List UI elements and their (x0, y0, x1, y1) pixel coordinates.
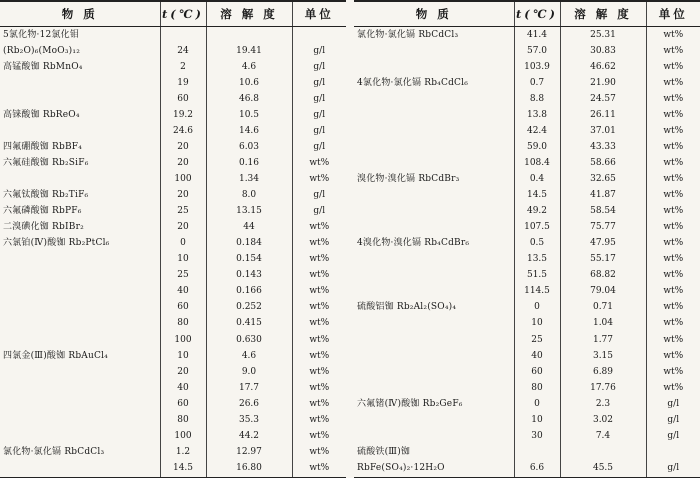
solubility-cell: 32.65 (560, 172, 646, 188)
substance-cell (354, 59, 514, 75)
unit-cell: wt% (292, 268, 346, 284)
substance-cell (0, 124, 160, 140)
table-row (354, 332, 700, 348)
solubility-cell: 0.16 (206, 156, 292, 172)
temperature-cell: 13.5 (514, 252, 560, 268)
substance-cell: 4氯化物·氯化镉 Rb₄CdCl₆ (357, 78, 469, 88)
unit-cell: g/l (292, 204, 346, 220)
unit-cell: wt% (646, 75, 700, 91)
substance-cell (354, 284, 514, 300)
solubility-cell: 55.17 (560, 252, 646, 268)
table-row (354, 204, 700, 220)
header-row (354, 1, 700, 27)
solubility-cell: 46.8 (206, 92, 292, 108)
table-row (0, 364, 346, 380)
unit-cell: wt% (292, 428, 346, 444)
unit-cell: wt% (646, 268, 700, 284)
table-row (0, 332, 346, 348)
solubility-cell: 24.57 (560, 92, 646, 108)
table-row (0, 252, 346, 268)
unit-cell: wt% (292, 156, 346, 172)
temperature-cell: 40 (160, 284, 206, 300)
temperature-cell: 20 (160, 140, 206, 156)
unit-cell: wt% (646, 43, 700, 59)
temperature-cell: 60 (160, 92, 206, 108)
solubility-cell: 17.76 (560, 380, 646, 396)
table-row (0, 156, 346, 172)
solubility-cell: 10.5 (206, 108, 292, 124)
unit-cell: wt% (646, 316, 700, 332)
table-row (354, 59, 700, 75)
table-row (0, 316, 346, 332)
solubility-cell: 0.143 (206, 268, 292, 284)
unit-cell: wt% (646, 27, 700, 44)
solubility-cell: 14.6 (206, 124, 292, 140)
solubility-cell: 4.6 (206, 348, 292, 364)
solubility-cell: 1.04 (560, 316, 646, 332)
solubility-cell: 37.01 (560, 124, 646, 140)
table-row (354, 92, 700, 108)
solubility-cell: 41.87 (560, 188, 646, 204)
temperature-cell: 10 (514, 316, 560, 332)
temperature-cell: 103.9 (514, 59, 560, 75)
temperature-cell: 0.7 (514, 75, 560, 91)
table-row (354, 428, 700, 444)
substance-cell (0, 412, 160, 428)
table-row (0, 188, 346, 204)
substance-cell: 二溴碘化铷 RbIBr₂ (3, 222, 84, 233)
unit-cell: wt% (292, 220, 346, 236)
temperature-cell: 49.2 (514, 204, 560, 220)
solubility-cell: 58.66 (560, 156, 646, 172)
unit-cell: wt% (292, 252, 346, 268)
temperature-cell: 20 (160, 220, 206, 236)
substance-cell (354, 268, 514, 284)
temperature-cell: 1.2 (160, 444, 206, 460)
table-row (0, 460, 346, 477)
solubility-cell: 19.41 (206, 43, 292, 59)
temperature-cell (514, 444, 560, 460)
temperature-cell: 80 (160, 316, 206, 332)
substance-cell (0, 428, 160, 444)
header-temperature: t(℃) (514, 1, 560, 27)
temperature-cell: 20 (160, 156, 206, 172)
unit-cell: wt% (646, 156, 700, 172)
temperature-cell: 100 (160, 428, 206, 444)
substance-cell (354, 188, 514, 204)
substance-cell: 硫酸铝铷 Rb₂Al₂(SO₄)₄ (357, 302, 457, 313)
substance-cell (354, 412, 514, 428)
temperature-cell: 0 (514, 300, 560, 316)
solubility-cell: 79.04 (560, 284, 646, 300)
temperature-cell: 60 (514, 364, 560, 380)
unit-cell: wt% (292, 236, 346, 252)
substance-cell (0, 332, 160, 348)
table-row (354, 75, 700, 91)
substance-cell: 5氯化物·12氯化钼 (3, 29, 80, 40)
solubility-cell: 26.11 (560, 108, 646, 124)
substance-cell (0, 364, 160, 380)
table-row (354, 43, 700, 59)
table-row (354, 284, 700, 300)
unit-cell: wt% (292, 412, 346, 428)
unit-cell: g/l (292, 59, 346, 75)
substance-cell: 六氯铂(Ⅳ)酸铷 Rb₂PtCl₆ (3, 238, 110, 249)
solubility-cell: 46.62 (560, 59, 646, 75)
table-row (0, 348, 346, 364)
unit-cell: wt% (646, 252, 700, 268)
table-row (0, 204, 346, 220)
unit-cell: g/l (292, 43, 346, 59)
table-row (354, 236, 700, 252)
solubility-cell: 3.02 (560, 412, 646, 428)
substance-cell (0, 75, 160, 91)
unit-cell: wt% (292, 284, 346, 300)
table-row (354, 380, 700, 396)
solubility-cell: 4.6 (206, 59, 292, 75)
table-row (0, 268, 346, 284)
substance-cell (354, 252, 514, 268)
substance-cell (354, 220, 514, 236)
substance-cell (354, 156, 514, 172)
unit-cell: wt% (292, 172, 346, 188)
temperature-cell: 80 (514, 380, 560, 396)
temperature-cell: 0.4 (514, 172, 560, 188)
table-row (354, 396, 700, 412)
substance-cell: 氯化物·氯化镉 RbCdCl₃ (357, 29, 459, 40)
substance-cell: 六氟磷酸铷 RbPF₆ (3, 206, 82, 217)
temperature-cell: 10 (160, 252, 206, 268)
temperature-cell: 13.8 (514, 108, 560, 124)
table-row (354, 140, 700, 156)
table-row (0, 27, 346, 44)
table-row (354, 252, 700, 268)
substance-cell (354, 204, 514, 220)
unit-cell: g/l (646, 396, 700, 412)
table-row (0, 236, 346, 252)
temperature-cell: 30 (514, 428, 560, 444)
unit-cell: g/l (292, 108, 346, 124)
temperature-cell: 60 (160, 396, 206, 412)
solubility-cell: 45.5 (560, 460, 646, 477)
temperature-cell: 80 (160, 412, 206, 428)
temperature-cell: 19 (160, 75, 206, 91)
temperature-cell: 40 (160, 380, 206, 396)
unit-cell: g/l (646, 428, 700, 444)
substance-cell: 硫酸铁(Ⅲ)铷 (357, 446, 411, 457)
unit-cell: g/l (292, 75, 346, 91)
unit-cell: wt% (646, 92, 700, 108)
temperature-cell: 108.4 (514, 156, 560, 172)
header-temperature: t(℃) (160, 1, 206, 27)
substance-cell (0, 92, 160, 108)
unit-cell: g/l (292, 124, 346, 140)
substance-cell (0, 300, 160, 316)
temperature-cell: 14.5 (160, 460, 206, 477)
unit-cell: g/l (292, 188, 346, 204)
substance-cell (0, 316, 160, 332)
solubility-cell: 44 (206, 220, 292, 236)
substance-cell (354, 140, 514, 156)
temperature-cell: 20 (160, 188, 206, 204)
table-row (354, 220, 700, 236)
substance-cell (354, 43, 514, 59)
solubility-cell: 3.15 (560, 348, 646, 364)
temperature-cell: 59.0 (514, 140, 560, 156)
temperature-cell: 24.6 (160, 124, 206, 140)
unit-cell: g/l (646, 460, 700, 477)
substance-cell (354, 332, 514, 348)
table-row (354, 348, 700, 364)
table-row (0, 428, 346, 444)
solubility-cell: 0.252 (206, 300, 292, 316)
table-row (354, 27, 700, 44)
temperature-cell: 100 (160, 332, 206, 348)
unit-cell: wt% (646, 300, 700, 316)
temperature-cell: 114.5 (514, 284, 560, 300)
temperature-cell: 19.2 (160, 108, 206, 124)
table-row (0, 140, 346, 156)
solubility-cell: 16.80 (206, 460, 292, 477)
unit-cell: wt% (646, 204, 700, 220)
solubility-table-right (354, 0, 700, 478)
table-row (354, 412, 700, 428)
temperature-cell: 51.5 (514, 268, 560, 284)
substance-cell: 六氟硅酸铷 Rb₂SiF₆ (3, 158, 89, 169)
substance-cell: 4溴化物·溴化镉 Rb₄CdBr₆ (357, 238, 470, 249)
solubility-cell: 25.31 (560, 27, 646, 44)
header-substance: 物 质 (0, 1, 160, 27)
table-row (0, 396, 346, 412)
solubility-cell: 7.4 (560, 428, 646, 444)
header-row (0, 1, 346, 27)
table-row (0, 412, 346, 428)
temperature-cell: 57.0 (514, 43, 560, 59)
solubility-cell: 58.54 (560, 204, 646, 220)
header-unit: 单位 (646, 1, 700, 27)
solubility-cell: 17.7 (206, 380, 292, 396)
unit-cell: wt% (646, 380, 700, 396)
solubility-cell: 35.3 (206, 412, 292, 428)
table-row (0, 380, 346, 396)
unit-cell: wt% (646, 364, 700, 380)
temperature-cell: 2 (160, 59, 206, 75)
substance-cell: RbFe(SO₄)₂·12H₂O (354, 460, 514, 477)
solubility-cell: 6.89 (560, 364, 646, 380)
temperature-cell: 8.8 (514, 92, 560, 108)
table-row (354, 300, 700, 316)
table-row (354, 156, 700, 172)
solubility-cell (206, 27, 292, 44)
solubility-cell: 10.6 (206, 75, 292, 91)
table-row (354, 268, 700, 284)
substance-cell (0, 172, 160, 188)
unit-cell: wt% (646, 140, 700, 156)
solubility-table-left (0, 0, 346, 478)
solubility-cell: 0.71 (560, 300, 646, 316)
unit-cell: wt% (292, 348, 346, 364)
solubility-cell: 13.15 (206, 204, 292, 220)
table-row (0, 108, 346, 124)
table-row (354, 108, 700, 124)
table-row (354, 444, 700, 460)
solubility-cell: 9.0 (206, 364, 292, 380)
solubility-cell: 47.95 (560, 236, 646, 252)
solubility-cell: 0.184 (206, 236, 292, 252)
unit-cell: wt% (292, 444, 346, 460)
unit-cell: g/l (292, 92, 346, 108)
temperature-cell: 100 (160, 172, 206, 188)
solubility-cell: 1.34 (206, 172, 292, 188)
unit-cell: wt% (646, 108, 700, 124)
solubility-cell: 43.33 (560, 140, 646, 156)
table-row (354, 316, 700, 332)
table-body-left (0, 27, 346, 478)
table-row (0, 220, 346, 236)
temperature-cell: 60 (160, 300, 206, 316)
table-row (354, 172, 700, 188)
substance-cell (354, 316, 514, 332)
header-solubility: 溶 解 度 (206, 1, 292, 27)
table-row (0, 92, 346, 108)
substance-cell (0, 396, 160, 412)
solubility-cell: 0.166 (206, 284, 292, 300)
unit-cell: wt% (292, 396, 346, 412)
substance-cell: 四氯金(Ⅲ)酸铷 RbAuCl₄ (3, 350, 108, 361)
table-body-right (354, 27, 700, 478)
header-solubility: 溶 解 度 (560, 1, 646, 27)
table-row (0, 284, 346, 300)
header-substance: 物 质 (354, 1, 514, 27)
substance-cell (354, 124, 514, 140)
unit-cell: wt% (292, 300, 346, 316)
unit-cell: wt% (646, 172, 700, 188)
header-unit: 单位 (292, 1, 346, 27)
substance-cell (0, 380, 160, 396)
table-row (354, 364, 700, 380)
table-row (0, 172, 346, 188)
solubility-cell: 12.97 (206, 444, 292, 460)
temperature-cell: 0 (160, 236, 206, 252)
table-row (354, 124, 700, 140)
unit-cell: g/l (292, 140, 346, 156)
table-row (0, 124, 346, 140)
unit-cell: wt% (646, 332, 700, 348)
solubility-cell: 44.2 (206, 428, 292, 444)
temperature-cell: 25 (160, 204, 206, 220)
unit-cell: wt% (292, 332, 346, 348)
unit-cell: wt% (646, 220, 700, 236)
unit-cell (646, 444, 700, 460)
substance-cell (0, 460, 160, 477)
substance-cell (0, 252, 160, 268)
solubility-cell: 8.0 (206, 188, 292, 204)
unit-cell: wt% (292, 460, 346, 477)
substance-cell: (Rb₂O)₆(MoO₃)₁₂ (3, 45, 81, 56)
temperature-cell: 6.6 (514, 460, 560, 477)
substance-cell: 高锰酸铷 RbMnO₄ (3, 61, 83, 72)
solubility-cell: 6.03 (206, 140, 292, 156)
temperature-cell: 0 (514, 396, 560, 412)
unit-cell: wt% (646, 348, 700, 364)
unit-cell: g/l (646, 412, 700, 428)
temperature-cell: 42.4 (514, 124, 560, 140)
temperature-cell: 14.5 (514, 188, 560, 204)
solubility-cell: 26.6 (206, 396, 292, 412)
substance-cell (354, 92, 514, 108)
substance-cell: 六氟钛酸铷 Rb₂TiF₆ (3, 190, 89, 201)
solubility-cell: 2.3 (560, 396, 646, 412)
substance-cell (354, 108, 514, 124)
solubility-cell: 0.154 (206, 252, 292, 268)
table-row (0, 59, 346, 75)
temperature-cell: 41.4 (514, 27, 560, 44)
substance-cell (354, 348, 514, 364)
table-row (0, 43, 346, 59)
unit-cell (292, 27, 346, 44)
substance-cell: 四氟硼酸铷 RbBF₄ (3, 142, 83, 153)
substance-cell: 溴化物·溴化镉 RbCdBr₃ (357, 174, 460, 185)
temperature-cell: 10 (514, 412, 560, 428)
unit-cell: wt% (292, 380, 346, 396)
temperature-cell: 40 (514, 348, 560, 364)
substance-cell (354, 380, 514, 396)
solubility-cell: 21.90 (560, 75, 646, 91)
unit-cell: wt% (646, 284, 700, 300)
temperature-cell: 107.5 (514, 220, 560, 236)
substance-cell: 高铼酸铷 RbReO₄ (3, 110, 80, 121)
substance-cell (0, 284, 160, 300)
temperature-cell: 10 (160, 348, 206, 364)
table-row (0, 300, 346, 316)
unit-cell: wt% (646, 124, 700, 140)
solubility-cell: 0.630 (206, 332, 292, 348)
solubility-cell: 1.77 (560, 332, 646, 348)
substance-cell (354, 364, 514, 380)
temperature-cell: 25 (514, 332, 560, 348)
solubility-cell: 68.82 (560, 268, 646, 284)
temperature-cell: 20 (160, 364, 206, 380)
solubility-cell: 0.415 (206, 316, 292, 332)
unit-cell: wt% (292, 316, 346, 332)
table-row (0, 75, 346, 91)
temperature-cell: 24 (160, 43, 206, 59)
solubility-cell: 75.77 (560, 220, 646, 236)
substance-cell (354, 428, 514, 444)
temperature-cell (160, 27, 206, 44)
table-row (0, 444, 346, 460)
table-row (354, 460, 700, 477)
unit-cell: wt% (646, 236, 700, 252)
temperature-cell: 0.5 (514, 236, 560, 252)
substance-cell: 氯化物·氯化镉 RbCdCl₃ (3, 446, 105, 457)
solubility-cell (560, 444, 646, 460)
unit-cell: wt% (646, 188, 700, 204)
unit-cell: wt% (646, 59, 700, 75)
table-row (354, 188, 700, 204)
substance-cell (0, 268, 160, 284)
solubility-cell: 30.83 (560, 43, 646, 59)
unit-cell: wt% (292, 364, 346, 380)
temperature-cell: 25 (160, 268, 206, 284)
substance-cell: 六氟锗(Ⅳ)酸铷 Rb₂GeF₆ (357, 398, 463, 409)
